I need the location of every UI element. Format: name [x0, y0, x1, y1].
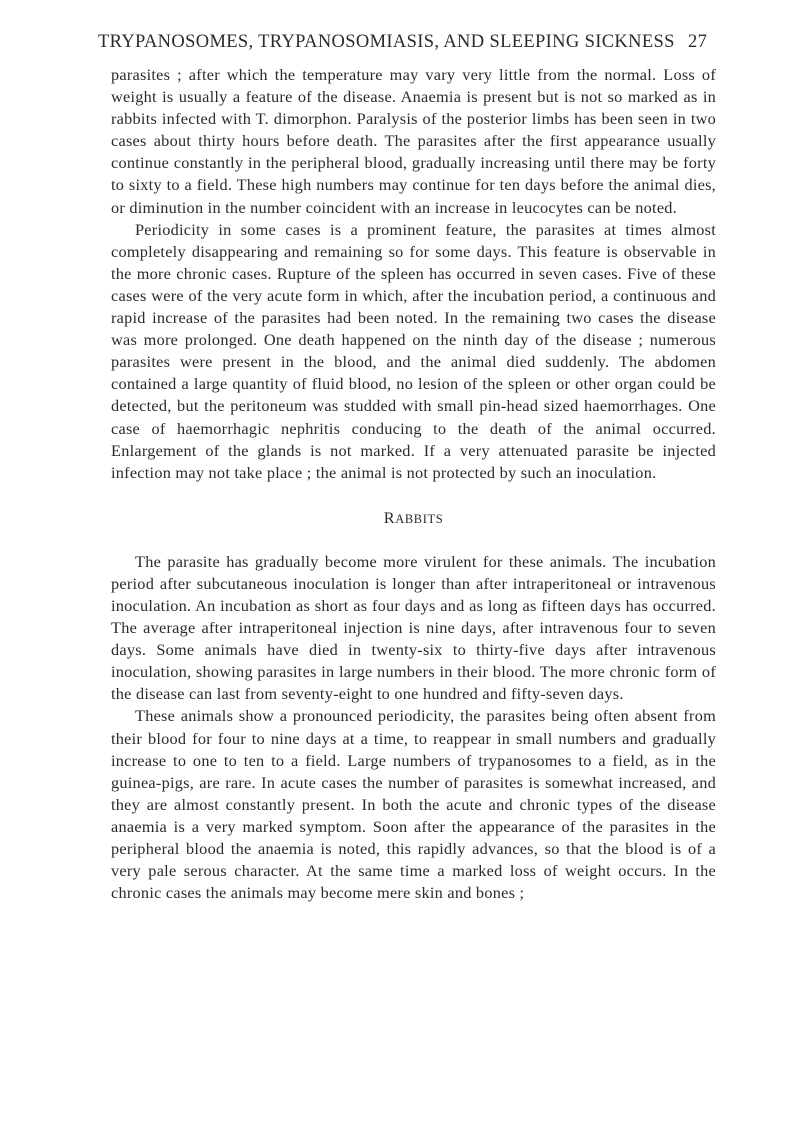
paragraph: Periodicity in some cases is a prominent feature, the parasites at times almost completely disappearing and remaining so for some days. This feature is observable in the more chronic cases. Rupture of the spleen has occurred in seven cases. Five of these cases were of the very acute form in which, after the incubation period, a continuous and rapid increase of the parasites had been noted. In the remaining two cases the disease was more prolonged. One death happened on the ninth day of the disease ; numerous parasites were present in the blood, and the animal died suddenly. The abdomen contained a large quantity of fluid blood, no lesion of the spleen or other organ could be detected, but the peritoneum was studded with small pin-head sized haemorrhages. One case of haemorrhagic nephritis conducing to the death of the animal occurred. Enlargement of the glands is not marked. If a very attenuated parasite be injected infection may not take place ; the animal is not protected by such an inoculation. — [111, 219, 716, 482]
section-heading-initial: R — [383, 507, 396, 527]
body-text — [111, 64, 716, 904]
page-number: 27 — [688, 32, 708, 52]
paragraph: These animals show a pronounced periodicity, the parasites being often absent from their blood for four to nine days at a time, to reappear in small numbers and gradually increase to one to ten to a field. Large numbers of trypanosomes to a field, as in the guinea-pigs, are rare. In acute cases the number of parasites is somewhat increased, and they are almost constantly present. In both the acute and chronic types of the disease anaemia is a very marked symptom. Soon after the appearance of the parasites in the peripheral blood the anaemia is noted, this rapidly advances, so that the blood is of a very pale serous character. At the same time a marked loss of weight occurs. In the chronic cases the animals may become mere skin and bones ; — [111, 706, 716, 903]
section-heading-rabbits — [111, 507, 716, 530]
running-head-title: TRYPANOSOMES, TRYPANOSOMIASIS, AND SLEEPING SICKNESS — [98, 32, 675, 52]
paragraph: parasites ; after which the temperature may vary very little from the normal. Loss of weight is usually a feature of the disease. Anaemia is present but is not so marked as in rabbits infected with T. dimorphon. Paralysis of the posterior limbs has been seen in two cases about thirty hours before death. The parasites after the first appearance usually continue constantly in the peripheral blood, gradually increasing until there may be forty to sixty to a field. These high numbers may continue for ten days before the animal dies, or diminution in the number coincident with an increase in leucocytes can be noted. — [111, 65, 716, 217]
section-heading-rest: ABBITS — [395, 511, 444, 526]
paragraph: The parasite has gradually become more virulent for these animals. The incubation period after subcutaneous inoculation is longer than after intraperitoneal or intravenous inoculation. An incubation as short as four days and as long as fifteen days has occurred. The average after intraperitoneal injection is nine days, after intravenous four to seven days. Some animals have died in twenty-six to thirty-five days after intravenous inoculation, showing parasites in large numbers in their blood. The more chronic form of the disease can last from seventy-eight to one hundred and fifty-seven days. — [111, 551, 716, 704]
